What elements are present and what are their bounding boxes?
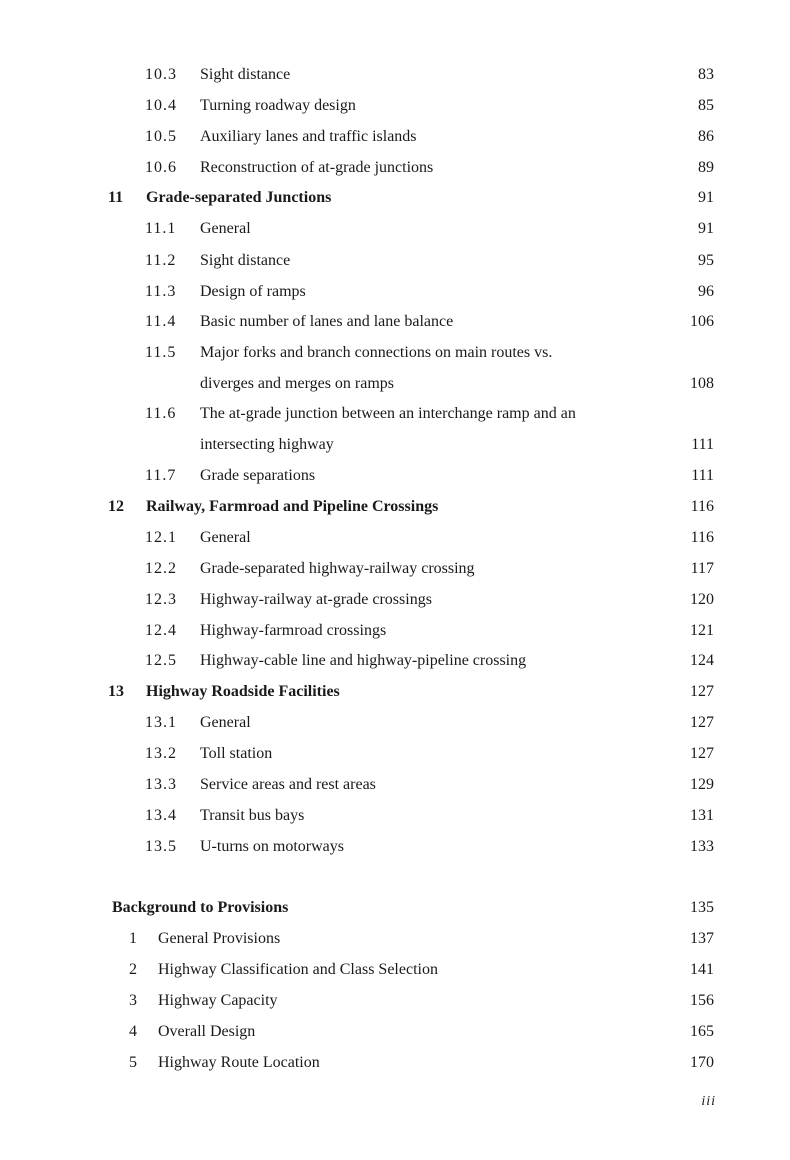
page-number: 165 bbox=[690, 1023, 714, 1040]
section-number: 11.2 bbox=[145, 252, 177, 269]
section-title: U-turns on motorways bbox=[200, 838, 344, 855]
toc-entry-12-3[interactable] bbox=[0, 588, 790, 612]
chapter-number: 13 bbox=[108, 683, 124, 700]
section-title: Design of ramps bbox=[200, 283, 306, 300]
page-number: 85 bbox=[698, 97, 714, 114]
toc-entry-11-5[interactable] bbox=[0, 341, 790, 365]
section-title: Highway-railway at-grade crossings bbox=[200, 591, 432, 608]
section-title: Sight distance bbox=[200, 252, 291, 269]
section-number: 11.1 bbox=[145, 220, 177, 237]
page-number: 127 bbox=[690, 745, 714, 762]
chapter-title: Railway, Farmroad and Pipeline Crossings bbox=[146, 498, 439, 515]
page-number: 135 bbox=[690, 899, 714, 916]
background-title: Background to Provisions bbox=[112, 899, 289, 916]
page-number: 96 bbox=[698, 283, 714, 300]
section-number: 11.7 bbox=[145, 467, 177, 484]
page-number: 170 bbox=[690, 1054, 714, 1071]
section-number: 11.3 bbox=[145, 283, 177, 300]
toc-chapter-13[interactable] bbox=[0, 680, 790, 704]
page-number: 131 bbox=[690, 807, 714, 824]
section-title: The at-grade junction between an interchange ramp and an bbox=[200, 405, 576, 422]
toc-background-heading[interactable] bbox=[0, 896, 790, 920]
toc-entry-12-1[interactable] bbox=[0, 526, 790, 550]
item-title: Overall Design bbox=[158, 1023, 256, 1040]
toc-background-1[interactable] bbox=[0, 927, 790, 951]
toc-entry-13-1[interactable] bbox=[0, 711, 790, 735]
section-number: 13.5 bbox=[145, 838, 177, 855]
page-number: 156 bbox=[690, 992, 714, 1009]
page-folio: iii bbox=[701, 1094, 716, 1109]
page-number: 116 bbox=[690, 529, 714, 546]
section-title: Major forks and branch connections on main routes vs. bbox=[200, 344, 553, 361]
page-number: 111 bbox=[691, 467, 714, 484]
page-number: 141 bbox=[690, 961, 714, 978]
page-number: 91 bbox=[698, 189, 714, 206]
toc-entry-12-5[interactable] bbox=[0, 649, 790, 673]
page-number: 117 bbox=[690, 560, 714, 577]
toc-entry-10-4[interactable] bbox=[0, 94, 790, 118]
item-number: 3 bbox=[129, 992, 137, 1009]
toc-entry-12-4[interactable] bbox=[0, 619, 790, 643]
toc-entry-13-4[interactable] bbox=[0, 804, 790, 828]
section-number: 12.2 bbox=[145, 560, 177, 577]
section-title: Highway-farmroad crossings bbox=[200, 622, 387, 639]
toc-entry-11-7[interactable] bbox=[0, 464, 790, 488]
section-title: Reconstruction of at-grade junctions bbox=[200, 159, 434, 176]
page-number: 137 bbox=[690, 930, 714, 947]
chapter-number: 11 bbox=[108, 189, 124, 206]
section-number: 12.5 bbox=[145, 652, 177, 669]
section-title: Grade separations bbox=[200, 467, 316, 484]
page-number: 120 bbox=[690, 591, 714, 608]
section-number: 11.6 bbox=[145, 405, 177, 422]
section-number: 10.3 bbox=[145, 66, 177, 83]
section-title-continued: intersecting highway bbox=[200, 436, 334, 453]
section-title: Toll station bbox=[200, 745, 273, 762]
page-number: 111 bbox=[691, 436, 714, 453]
chapter-number: 12 bbox=[108, 498, 124, 515]
item-number: 1 bbox=[129, 930, 137, 947]
page-number: 121 bbox=[690, 622, 714, 639]
page-number: 95 bbox=[698, 252, 714, 269]
page-number: 83 bbox=[698, 66, 714, 83]
toc-background-2[interactable] bbox=[0, 958, 790, 982]
section-number: 13.2 bbox=[145, 745, 177, 762]
section-title-continued: diverges and merges on ramps bbox=[200, 375, 395, 392]
section-number: 10.4 bbox=[145, 97, 177, 114]
toc-entry-10-3[interactable] bbox=[0, 63, 790, 87]
section-number: 13.1 bbox=[145, 714, 177, 731]
page-number: 89 bbox=[698, 159, 714, 176]
toc-entry-11-5-continued[interactable] bbox=[0, 372, 790, 396]
page-number: 108 bbox=[690, 375, 714, 392]
toc-entry-11-6[interactable] bbox=[0, 402, 790, 426]
toc-background-3[interactable] bbox=[0, 989, 790, 1013]
item-number: 5 bbox=[129, 1054, 137, 1071]
item-title: Highway Classification and Class Selection bbox=[158, 961, 438, 978]
page-number: 133 bbox=[690, 838, 714, 855]
toc-background-4[interactable] bbox=[0, 1020, 790, 1044]
item-title: Highway Capacity bbox=[158, 992, 278, 1009]
section-number: 13.3 bbox=[145, 776, 177, 793]
page-number: 86 bbox=[698, 128, 714, 145]
section-number: 12.4 bbox=[145, 622, 177, 639]
page-number: 91 bbox=[698, 220, 714, 237]
page-number: 129 bbox=[690, 776, 714, 793]
section-title: Grade-separated highway-railway crossing bbox=[200, 560, 475, 577]
toc-entry-11-3[interactable] bbox=[0, 280, 790, 304]
toc-entry-11-6-continued[interactable] bbox=[0, 433, 790, 457]
toc-entry-11-1[interactable] bbox=[0, 217, 790, 241]
toc-entry-12-2[interactable] bbox=[0, 557, 790, 581]
item-title: Highway Route Location bbox=[158, 1054, 320, 1071]
toc-entry-10-5[interactable] bbox=[0, 125, 790, 149]
section-title: Highway-cable line and highway-pipeline crossing bbox=[200, 652, 527, 669]
section-number: 12.3 bbox=[145, 591, 177, 608]
page-number: 106 bbox=[690, 313, 714, 330]
toc-entry-11-2[interactable] bbox=[0, 249, 790, 273]
page-number: 127 bbox=[690, 714, 714, 731]
section-number: 12.1 bbox=[145, 529, 177, 546]
section-title: Transit bus bays bbox=[200, 807, 305, 824]
section-title: General bbox=[200, 714, 251, 731]
section-title: Auxiliary lanes and traffic islands bbox=[200, 128, 417, 145]
toc-chapter-12[interactable] bbox=[0, 495, 790, 519]
section-number: 10.5 bbox=[145, 128, 177, 145]
section-title: Turning roadway design bbox=[200, 97, 356, 114]
item-number: 2 bbox=[129, 961, 137, 978]
toc-background-5[interactable] bbox=[0, 1051, 790, 1075]
toc-entry-10-6[interactable] bbox=[0, 156, 790, 180]
toc-entry-13-2[interactable] bbox=[0, 742, 790, 766]
section-title: General bbox=[200, 220, 251, 237]
toc-entry-13-5[interactable] bbox=[0, 835, 790, 859]
page-number: 127 bbox=[690, 683, 714, 700]
section-title: General bbox=[200, 529, 251, 546]
item-number: 4 bbox=[129, 1023, 137, 1040]
item-title: General Provisions bbox=[158, 930, 281, 947]
section-number: 10.6 bbox=[145, 159, 177, 176]
section-number: 11.5 bbox=[145, 344, 177, 361]
chapter-title: Highway Roadside Facilities bbox=[146, 683, 340, 700]
section-number: 13.4 bbox=[145, 807, 177, 824]
page-number: 116 bbox=[690, 498, 714, 515]
toc-entry-13-3[interactable] bbox=[0, 773, 790, 797]
section-title: Service areas and rest areas bbox=[200, 776, 376, 793]
chapter-title: Grade-separated Junctions bbox=[146, 189, 332, 206]
toc-entry-11-4[interactable] bbox=[0, 310, 790, 334]
section-title: Sight distance bbox=[200, 66, 291, 83]
toc-chapter-11[interactable] bbox=[0, 186, 790, 210]
section-title: Basic number of lanes and lane balance bbox=[200, 313, 454, 330]
section-number: 11.4 bbox=[145, 313, 177, 330]
page-number: 124 bbox=[690, 652, 714, 669]
